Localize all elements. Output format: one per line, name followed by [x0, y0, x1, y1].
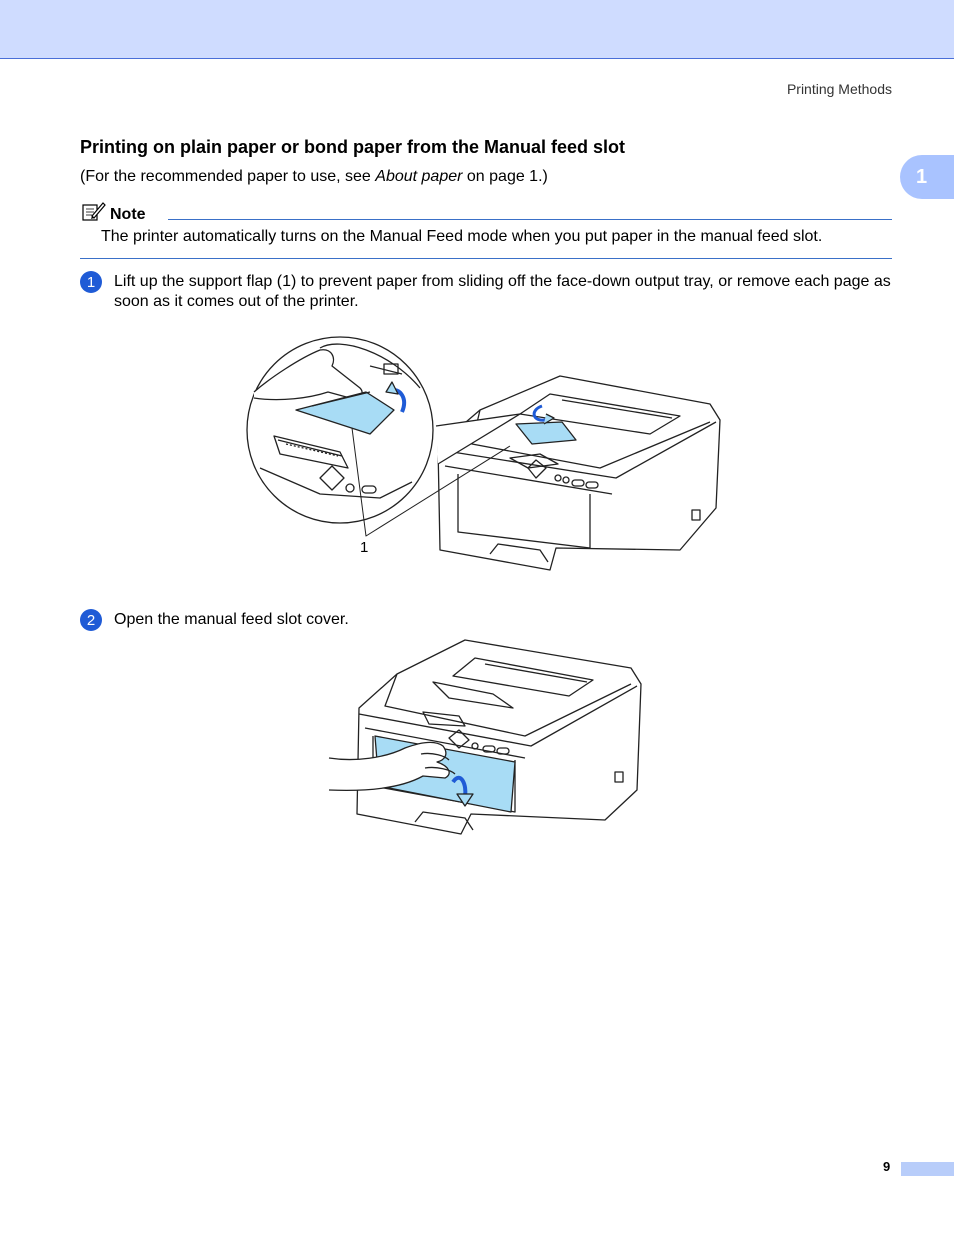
callout-label-1: 1 [360, 539, 369, 556]
step-2-text: Open the manual feed slot cover. [114, 611, 349, 628]
note-text: The printer automatically turns on the Manual Feed mode when you put paper in the manual feed slot. [101, 228, 823, 245]
about-paper-link[interactable]: About paper [375, 168, 463, 185]
note-pencil-icon [82, 200, 106, 222]
step-2-number: 2 [80, 609, 102, 631]
note-bottom-rule [80, 258, 892, 259]
footer-accent-bar [901, 1162, 954, 1176]
header-band [0, 0, 954, 59]
intro-text-after: on page 1.) [462, 168, 548, 185]
section-intro [80, 168, 548, 186]
step-1-text: Lift up the support flap (1) to prevent paper from sliding off the face-down output tray, or remove each page as soon as it comes out of the printer. [114, 273, 891, 310]
support-flap-illustration [240, 318, 730, 583]
running-title: Printing Methods [786, 81, 892, 97]
section-title: Printing on plain paper or bond paper from the Manual feed slot [80, 137, 626, 157]
intro-text-before: (For the recommended paper to use, see [80, 168, 376, 185]
chapter-tab[interactable]: 1 [900, 155, 954, 199]
note-top-rule [168, 219, 892, 220]
page-number: 9 [883, 1159, 891, 1174]
note-box [80, 198, 892, 245]
step-1-number: 1 [80, 271, 102, 293]
manual-feed-cover-illustration [325, 636, 645, 860]
note-label: Note [110, 206, 146, 223]
